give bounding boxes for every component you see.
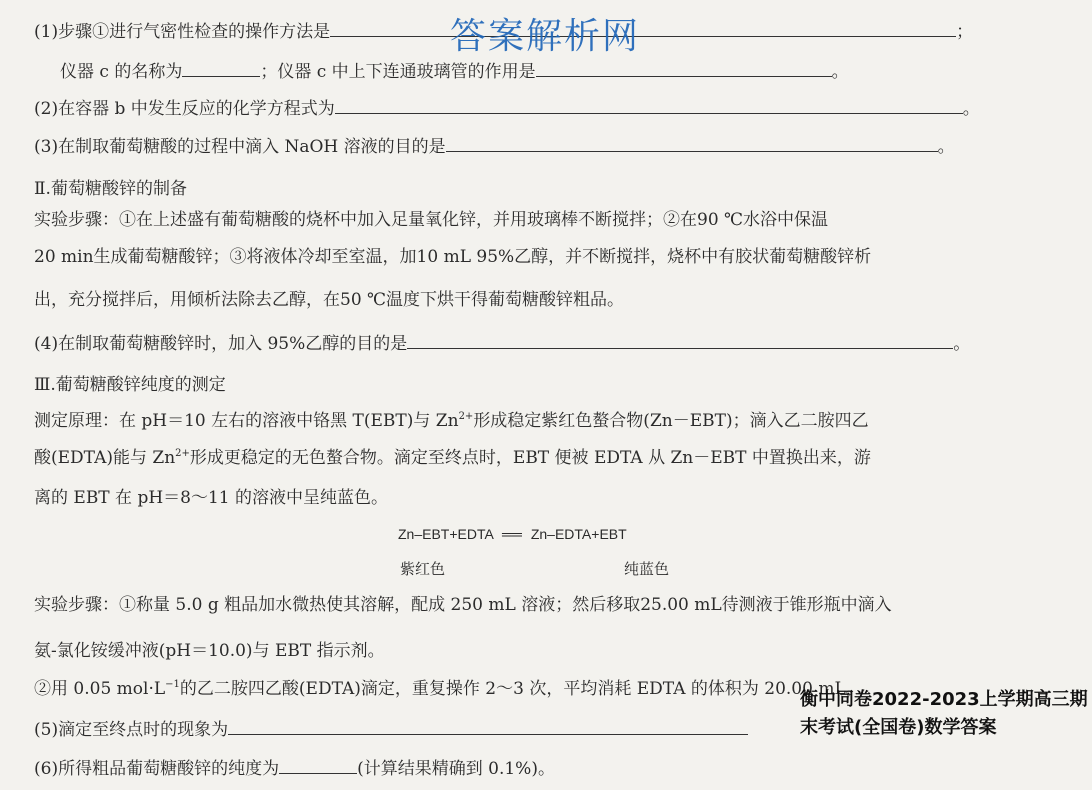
color-label-right: 纯蓝色 bbox=[624, 560, 670, 578]
color-label-left: 紫红色 bbox=[400, 560, 446, 578]
reaction-equation bbox=[398, 526, 627, 542]
section-2-step-line-3: 出，充分搅拌后，用倾析法除去乙醇，在50 ℃温度下烘干得葡萄糖酸锌粗品。 bbox=[34, 290, 625, 310]
question-1-prompt-2a: 仪器 c 的名称为 bbox=[60, 62, 183, 82]
question-1-prompt: (1)步骤①进行气密性检查的操作方法是 bbox=[34, 22, 331, 42]
equation-right: Zn–EDTA+EBT bbox=[530, 526, 627, 542]
answer-blank bbox=[407, 328, 953, 349]
unit-superscript: −1 bbox=[165, 679, 180, 690]
experiment-line-2: 氨-氯化铵缓冲液(pH＝10.0)与 EBT 指示剂。 bbox=[34, 641, 385, 661]
question-2 bbox=[34, 92, 980, 126]
principle-line-3: 离的 EBT 在 pH＝8～11 的溶液中呈纯蓝色。 bbox=[34, 488, 389, 508]
principle-text: 酸(EDTA)能与 Zn bbox=[34, 448, 176, 468]
section-2-step-line-1: 实验步骤：①在上述盛有葡萄糖酸的烧杯中加入足量氧化锌，并用玻璃棒不断搅拌；②在90 ℃水浴中保温 bbox=[34, 210, 829, 230]
principle-text: 测定原理：在 pH＝10 左右的溶液中铬黑 T(EBT)与 Zn bbox=[34, 411, 459, 431]
section-2-title: Ⅱ.葡萄糖酸锌的制备 bbox=[34, 179, 187, 199]
answer-blank bbox=[330, 16, 956, 37]
charge-superscript: 2+ bbox=[175, 448, 190, 459]
answer-blank bbox=[536, 56, 832, 77]
overlay-caption: 衡中同卷2022-2023上学期高三期末考试(全国卷)数学答案 bbox=[800, 689, 1088, 738]
question-5 bbox=[34, 713, 748, 747]
answer-blank bbox=[182, 56, 260, 77]
punctuation: ； bbox=[956, 22, 974, 42]
experiment-line-3 bbox=[34, 672, 863, 706]
section-3-title: Ⅲ.葡萄糖酸锌纯度的测定 bbox=[34, 375, 226, 395]
question-1-prompt-2b: ；仪器 c 中上下连通玻璃管的作用是 bbox=[260, 62, 536, 82]
question-6-prompt: (6)所得粗品葡萄糖酸锌的纯度为 bbox=[34, 759, 280, 779]
equation-left: Zn–EBT+EDTA bbox=[398, 526, 494, 542]
experiment-text: ②用 0.05 mol·L bbox=[34, 679, 166, 699]
question-6 bbox=[34, 752, 555, 786]
principle-line-1 bbox=[34, 404, 869, 438]
punctuation: 。 bbox=[962, 99, 980, 119]
punctuation: 。 bbox=[937, 137, 955, 157]
punctuation: 。 bbox=[953, 334, 971, 354]
question-3-prompt: (3)在制取葡萄糖酸的过程中滴入 NaOH 溶液的目的是 bbox=[34, 137, 446, 157]
question-5-prompt: (5)滴定至终点时的现象为 bbox=[34, 720, 229, 740]
charge-superscript: 2+ bbox=[458, 411, 474, 422]
question-6-note: (计算结果精确到 0.1%)。 bbox=[357, 759, 555, 779]
principle-text: 形成更稳定的无色螯合物。滴定至终点时，EBT 便被 EDTA 从 Zn－EBT 中置换出来，游 bbox=[189, 448, 871, 468]
section-2-step-line-2: 20 min生成葡萄糖酸锌；③将液体冷却至室温，加10 mL 95%乙醇，并不断搅拌，烧杯中有胶状葡萄糖酸锌析 bbox=[34, 247, 872, 267]
equation-sign: ══ bbox=[502, 526, 522, 542]
watermark-logo: 答案解析网 bbox=[450, 16, 641, 57]
question-3 bbox=[34, 130, 955, 164]
answer-blank bbox=[279, 753, 357, 774]
question-1-line-2 bbox=[60, 55, 849, 89]
experiment-text: 的乙二胺四乙酸(EDTA)滴定，重复操作 2～3 次，平均消耗 EDTA 的体积为 20.00 mL。 bbox=[179, 679, 863, 699]
principle-text: 形成稳定紫红色螯合物(Zn－EBT)；滴入乙二胺四乙 bbox=[473, 411, 869, 431]
principle-line-2 bbox=[34, 441, 871, 475]
answer-blank bbox=[335, 93, 963, 114]
question-2-prompt: (2)在容器 b 中发生反应的化学方程式为 bbox=[34, 99, 335, 119]
question-4 bbox=[34, 327, 970, 361]
experiment-line-1: 实验步骤：①称量 5.0 g 粗品加水微热使其溶解，配成 250 mL 溶液；然后移取25.00 mL待测液于锥形瓶中滴入 bbox=[34, 595, 892, 615]
punctuation: 。 bbox=[831, 62, 849, 82]
question-4-prompt: (4)在制取葡萄糖酸锌时，加入 95%乙醇的目的是 bbox=[34, 334, 408, 354]
answer-blank bbox=[446, 131, 938, 152]
answer-blank bbox=[228, 714, 748, 735]
